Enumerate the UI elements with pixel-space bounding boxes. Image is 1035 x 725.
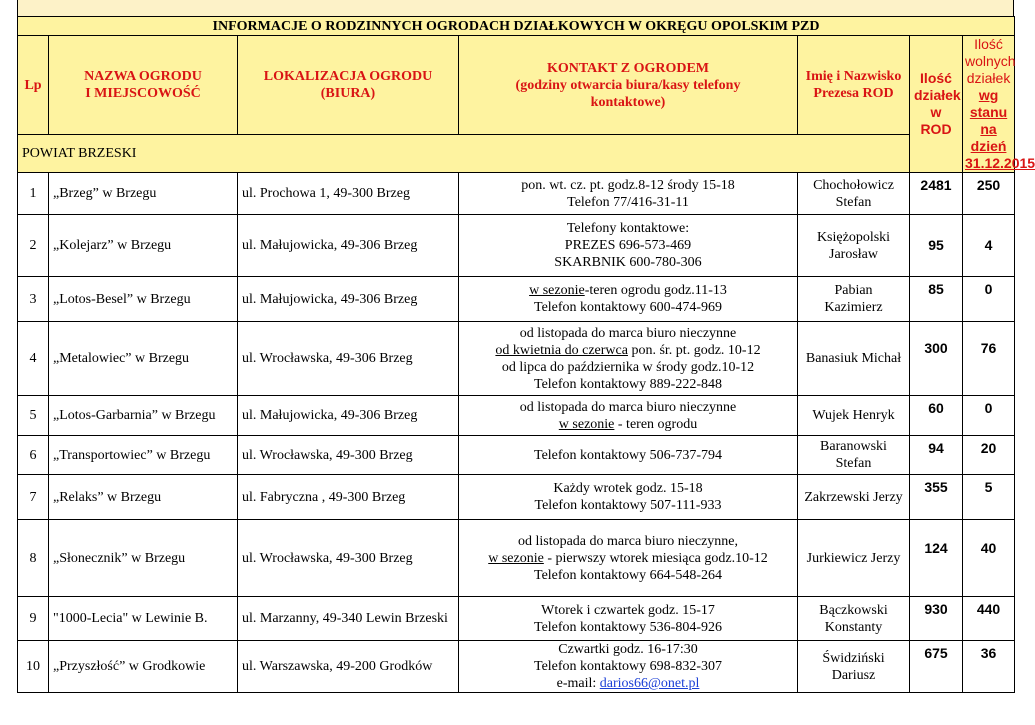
row-free: 0 — [963, 396, 1015, 436]
row-address: ul. Małujowicka, 49-306 Brzeg — [238, 215, 459, 277]
section-title: POWIAT BRZESKI — [18, 135, 910, 173]
row-lp: 3 — [18, 277, 49, 322]
row-name: "1000-Lecia" w Lewinie B. — [49, 597, 238, 641]
row-plots: 355 — [910, 475, 963, 520]
row-plots: 124 — [910, 520, 963, 597]
row-president: Bączkowski Konstanty — [798, 597, 910, 641]
row-president: Zakrzewski Jerzy — [798, 475, 910, 520]
page-title: INFORMACJE O RODZINNYCH OGRODACH DZIAŁKOWYCH W OKRĘGU OPOLSKIM PZD — [18, 17, 1015, 36]
row-name: „Kolejarz” w Brzegu — [49, 215, 238, 277]
title-row — [18, 17, 1015, 36]
table-row — [18, 520, 1015, 597]
row-president: Chochołowicz Stefan — [798, 173, 910, 215]
row-president: Wujek Henryk — [798, 396, 910, 436]
row-free: 40 — [963, 520, 1015, 597]
row-address: ul. Wrocławska, 49-306 Brzeg — [238, 322, 459, 396]
row-contact: w sezonie-teren ogrodu godz.11-13 Telefon kontaktowy 600-474-969 — [459, 277, 798, 322]
row-president: Jurkiewicz Jerzy — [798, 520, 910, 597]
row-lp: 8 — [18, 520, 49, 597]
row-name: „Transportowiec” w Brzegu — [49, 436, 238, 475]
row-address: ul. Wrocławska, 49-300 Brzeg — [238, 520, 459, 597]
row-free: 250 — [963, 173, 1015, 215]
row-lp: 1 — [18, 173, 49, 215]
row-free: 20 — [963, 436, 1015, 475]
row-lp: 10 — [18, 641, 49, 693]
row-plots: 60 — [910, 396, 963, 436]
row-address: ul. Prochowa 1, 49-300 Brzeg — [238, 173, 459, 215]
row-name: „Słonecznik” w Brzegu — [49, 520, 238, 597]
row-name: „Przyszłość” w Grodkowie — [49, 641, 238, 693]
row-free: 36 — [963, 641, 1015, 693]
table-row — [18, 173, 1015, 215]
row-free: 5 — [963, 475, 1015, 520]
row-president: Pabian Kazimierz — [798, 277, 910, 322]
row-address: ul. Warszawska, 49-200 Grodków — [238, 641, 459, 693]
row-address: ul. Małujowicka, 49-306 Brzeg — [238, 277, 459, 322]
table-row — [18, 597, 1015, 641]
row-plots: 300 — [910, 322, 963, 396]
row-lp: 4 — [18, 322, 49, 396]
header-name: NAZWA OGRODU I MIEJSCOWOŚĆ — [49, 36, 238, 135]
row-plots: 675 — [910, 641, 963, 693]
section-row — [18, 135, 1015, 173]
row-free: 4 — [963, 215, 1015, 277]
row-name: „Metalowiec” w Brzegu — [49, 322, 238, 396]
row-name: „Lotos-Besel” w Brzegu — [49, 277, 238, 322]
header-contact: KONTAKT Z OGRODEM (godziny otwarcia biura/kasy telefony kontaktowe) — [459, 36, 798, 135]
table-row — [18, 475, 1015, 520]
row-contact: od listopada do marca biuro nieczynne, w sezonie - pierwszy wtorek miesiąca godz.10-12 Telefon kontaktowy 664-548-264 — [459, 520, 798, 597]
row-contact: od listopada do marca biuro nieczynne od kwietnia do czerwca pon. śr. pt. godz. 10-12 od lipca do października w środy godz.10-12 Telefon kontaktowy 889-222-848 — [459, 322, 798, 396]
row-address: ul. Fabryczna , 49-300 Brzeg — [238, 475, 459, 520]
row-contact: Każdy wrotek godz. 15-18 Telefon kontaktowy 507-111-933 — [459, 475, 798, 520]
row-plots: 95 — [910, 215, 963, 277]
row-plots: 94 — [910, 436, 963, 475]
row-free: 76 — [963, 322, 1015, 396]
row-lp: 6 — [18, 436, 49, 475]
table-row — [18, 641, 1015, 693]
row-plots: 85 — [910, 277, 963, 322]
row-contact: pon. wt. cz. pt. godz.8-12 środy 15-18 Telefon 77/416-31-11 — [459, 173, 798, 215]
row-lp: 5 — [18, 396, 49, 436]
header-plots: Ilość działek w ROD — [910, 36, 963, 173]
table-row — [18, 322, 1015, 396]
row-plots: 930 — [910, 597, 963, 641]
table-row — [18, 277, 1015, 322]
row-address: ul. Wrocławska, 49-300 Brzeg — [238, 436, 459, 475]
row-free: 440 — [963, 597, 1015, 641]
header-row — [18, 36, 1015, 135]
row-president: Świdziński Dariusz — [798, 641, 910, 693]
row-contact: Wtorek i czwartek godz. 15-17 Telefon kontaktowy 536-804-926 — [459, 597, 798, 641]
email-link[interactable]: darios66@onet.pl — [599, 676, 700, 691]
row-contact: Telefony kontaktowe: PREZES 696-573-469 SKARBNIK 600-780-306 — [459, 215, 798, 277]
row-contact: Czwartki godz. 16-17:30 Telefon kontaktowy 698-832-307 e-mail: darios66@onet.pl — [459, 641, 798, 693]
header-free-plots: Ilość wolnych działek wg stanu na dzień 31.12.2015 — [963, 36, 1015, 173]
row-lp: 7 — [18, 475, 49, 520]
row-address: ul. Małujowicka, 49-306 Brzeg — [238, 396, 459, 436]
row-plots: 2481 — [910, 173, 963, 215]
row-name: „Lotos-Garbarnia” w Brzegu — [49, 396, 238, 436]
row-contact: od listopada do marca biuro nieczynne w sezonie - teren ogrodu — [459, 396, 798, 436]
gardens-table — [17, 16, 1035, 693]
row-lp: 2 — [18, 215, 49, 277]
header-president: Imię i Nazwisko Prezesa ROD — [798, 36, 910, 135]
row-president: Banasiuk Michał — [798, 322, 910, 396]
table-row — [18, 396, 1015, 436]
header-lp: Lp — [18, 36, 49, 135]
row-name: „Relaks” w Brzegu — [49, 475, 238, 520]
table-row — [18, 436, 1015, 475]
table-row — [18, 215, 1015, 277]
row-address: ul. Marzanny, 49-340 Lewin Brzeski — [238, 597, 459, 641]
row-contact: Telefon kontaktowy 506-737-794 — [459, 436, 798, 475]
row-lp: 9 — [18, 597, 49, 641]
header-location: LOKALIZACJA OGRODU (BIURA) — [238, 36, 459, 135]
row-president: Baranowski Stefan — [798, 436, 910, 475]
row-president: Księżopolski Jarosław — [798, 215, 910, 277]
row-name: „Brzeg” w Brzegu — [49, 173, 238, 215]
top-strip — [17, 0, 1014, 16]
row-free: 0 — [963, 277, 1015, 322]
